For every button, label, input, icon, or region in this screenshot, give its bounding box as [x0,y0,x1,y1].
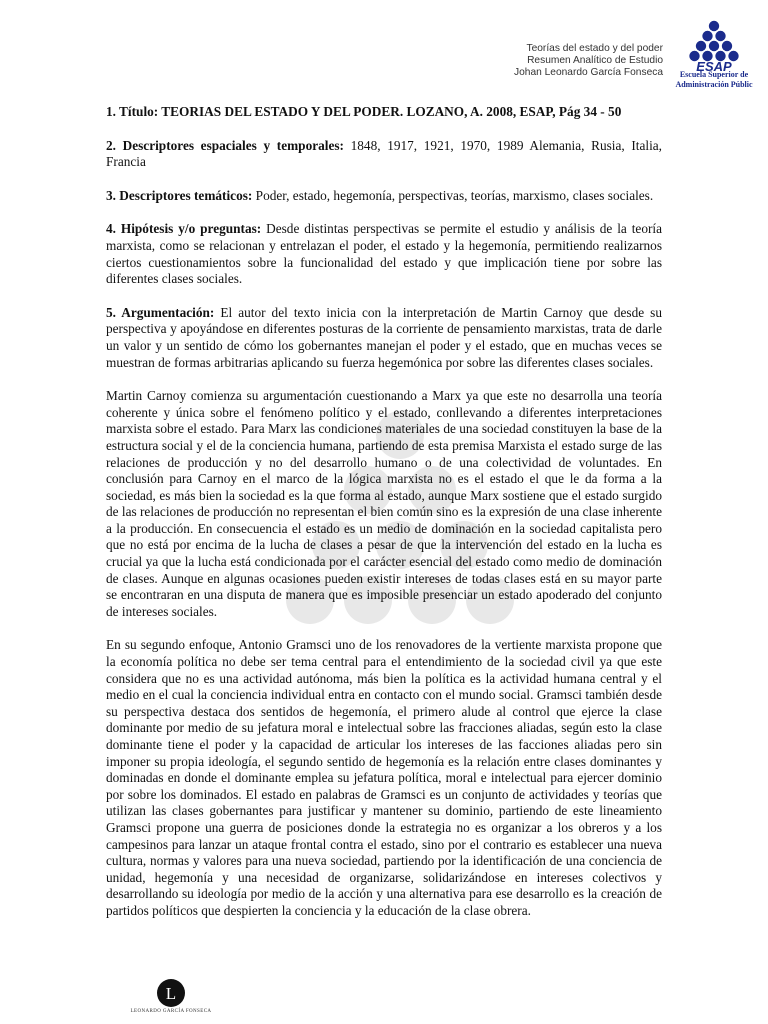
section-descriptores-espaciales [106,138,662,171]
section-descriptores-tematicos [106,188,662,205]
section-text: Poder, estado, hegemonía, perspectivas, teorías, marxismo, clases sociales. [252,187,654,203]
author-logo [126,978,216,1020]
logo-acronym: ESAP [696,59,732,72]
section-label: 2. Descriptores espaciales y temporales: [106,137,344,153]
document-header [514,43,663,79]
author-logo-name: LEONARDO GARCÍA FONSECA [130,1009,212,1014]
paragraph-carnoy: Martin Carnoy comienza su argumentación cuestionando a Marx ya que este no desarrolla una teoría coherente y única sobre el fenómeno político y el estado, conllevando a diferentes interpretaciones marxista sobre el estado. Para Marx las condiciones materiales de una sociedad constituyen la base de la estructura social y el de la conciencia humana, partiendo de esta premisa Marxista el estado surge de las relaciones de producción y no del desarrollo humano o de una colectividad de voluntades. En conclusión para Carnoy en el marco de la lógica marxista no es el estado el que le da forma a la sociedad, es más bien la sociedad es la que forma al estado, aunque Marx sostiene que el estado surgido de las relaciones de producción no representan el bien común sino es la expresión de una clase inherente a la producción. En consecuencia el estado es un medio de dominación en la sociedad capitalista pero que no está por encima de la lucha de clases a pesar de que la intervención del estado en la lucha es crucial ya que la lucha está condicionada por el carácter esencial del estado como medio de dominación de clases. Aunque en algunas ocasiones pueden existir intereses de todas clases está en su mayor parte se encontraran en una disputa de manera que es imposible presenciar un estado apoderado del conjunto de intereses sociales. [106,388,662,619]
section-text: El autor del texto inicia con la interpretación de Martin Carnoy que desde su perspectiva y apoyándose en diferentes posturas de la corriente de pensamiento marxistas, trata de darle un valor y un sentido de cómo los gobernantes manejan el poder y el estado, que en muchas veces se muestran de formas arbitrarias aplicando su fuerza hegemónica por sobre las diferentes clases sociales. [106,304,662,370]
header-doc-type: Resumen Analítico de Estudio [527,55,663,66]
section-hipotesis [106,221,662,287]
section-label: 4. Hipótesis y/o preguntas: [106,221,262,237]
section-label: 3. Descriptores temáticos: [106,187,253,203]
section-label: 5. Argumentación: [106,304,215,320]
header-author: Johan Leonardo García Fonseca [514,67,663,78]
header-course: Teorías del estado y del poder [526,43,663,54]
logo-caption: Escuela Superior de Administración Públic [675,70,753,89]
document-body [106,104,662,937]
section-text: Desde distintas perspectivas se permite el estudio y análisis de la teoría marxista, como se relacionan y entrelazan el poder, el estado y la hegemonía, permitiendo realizarnos ciertos cuestionamientos sobre la funcionalidad del estado y que implicación tiene por sobre las diferentes clases sociales. [106,221,662,287]
section-text: 1848, 1917, 1921, 1970, 1989 Alemania, Rusia, Italia, Francia [106,137,663,170]
section-argumentacion [106,305,662,371]
section-title: 1. Título: TEORIAS DEL ESTADO Y DEL PODER. LOZANO, A. 2008, ESAP, Pág 34 - 50 [106,104,622,119]
author-monogram: L [165,984,177,1003]
paragraph-gramsci: En su segundo enfoque, Antonio Gramsci uno de los renovadores de la vertiente marxista propone que la economía política no debe ser tema central para el entendimiento de la sociedad civil ya que este considera que no es una actividad autónoma, más bien la política es la actividad humana central y el medio en el cual la conciencia individual entra en contacto con el mundo social. Gramsci también desde su perspectiva destaca dos sentidos de hegemonía, el primero alude al control que ejerce la clase dominante por medio de su jefatura moral e intelectual sobre las fracciones aliadas, según esto la clase dominante tiene el poder y la capacidad de articular los intereses de las facciones aliadas pero sin imponer su propia ideología, el segundo sentido de hegemonía es la relación entre clases dominantes y dominadas en donde el dominante emplea su jefatura política, moral e intelectual para ejercer dominio por sobre los dominados. El estado en palabras de Gramsci es un conjunto de actividades y teorías que utilizan las clases gobernantes para justificar y mantener su dominio, partiendo de este lineamiento Gramsci propone una guerra de posiciones donde la estrategia no es organizar a los obreros y a los campesinos para lanzar un ataque frontal contra el estado, sino por el contrario es establecer una nueva cultura, normas y valores para una nueva sociedad, partiendo por la identificación de una conciencia de unidad, hegemonía y una necesidad de organizarse, solidarizándose en intereses colectivos y desarrollando su ideología por medio de la acción y una alternativa para ese desarrollo es la creación de partidos políticos que despierten la conciencia y la educación de la clase obrera. [106,637,662,918]
